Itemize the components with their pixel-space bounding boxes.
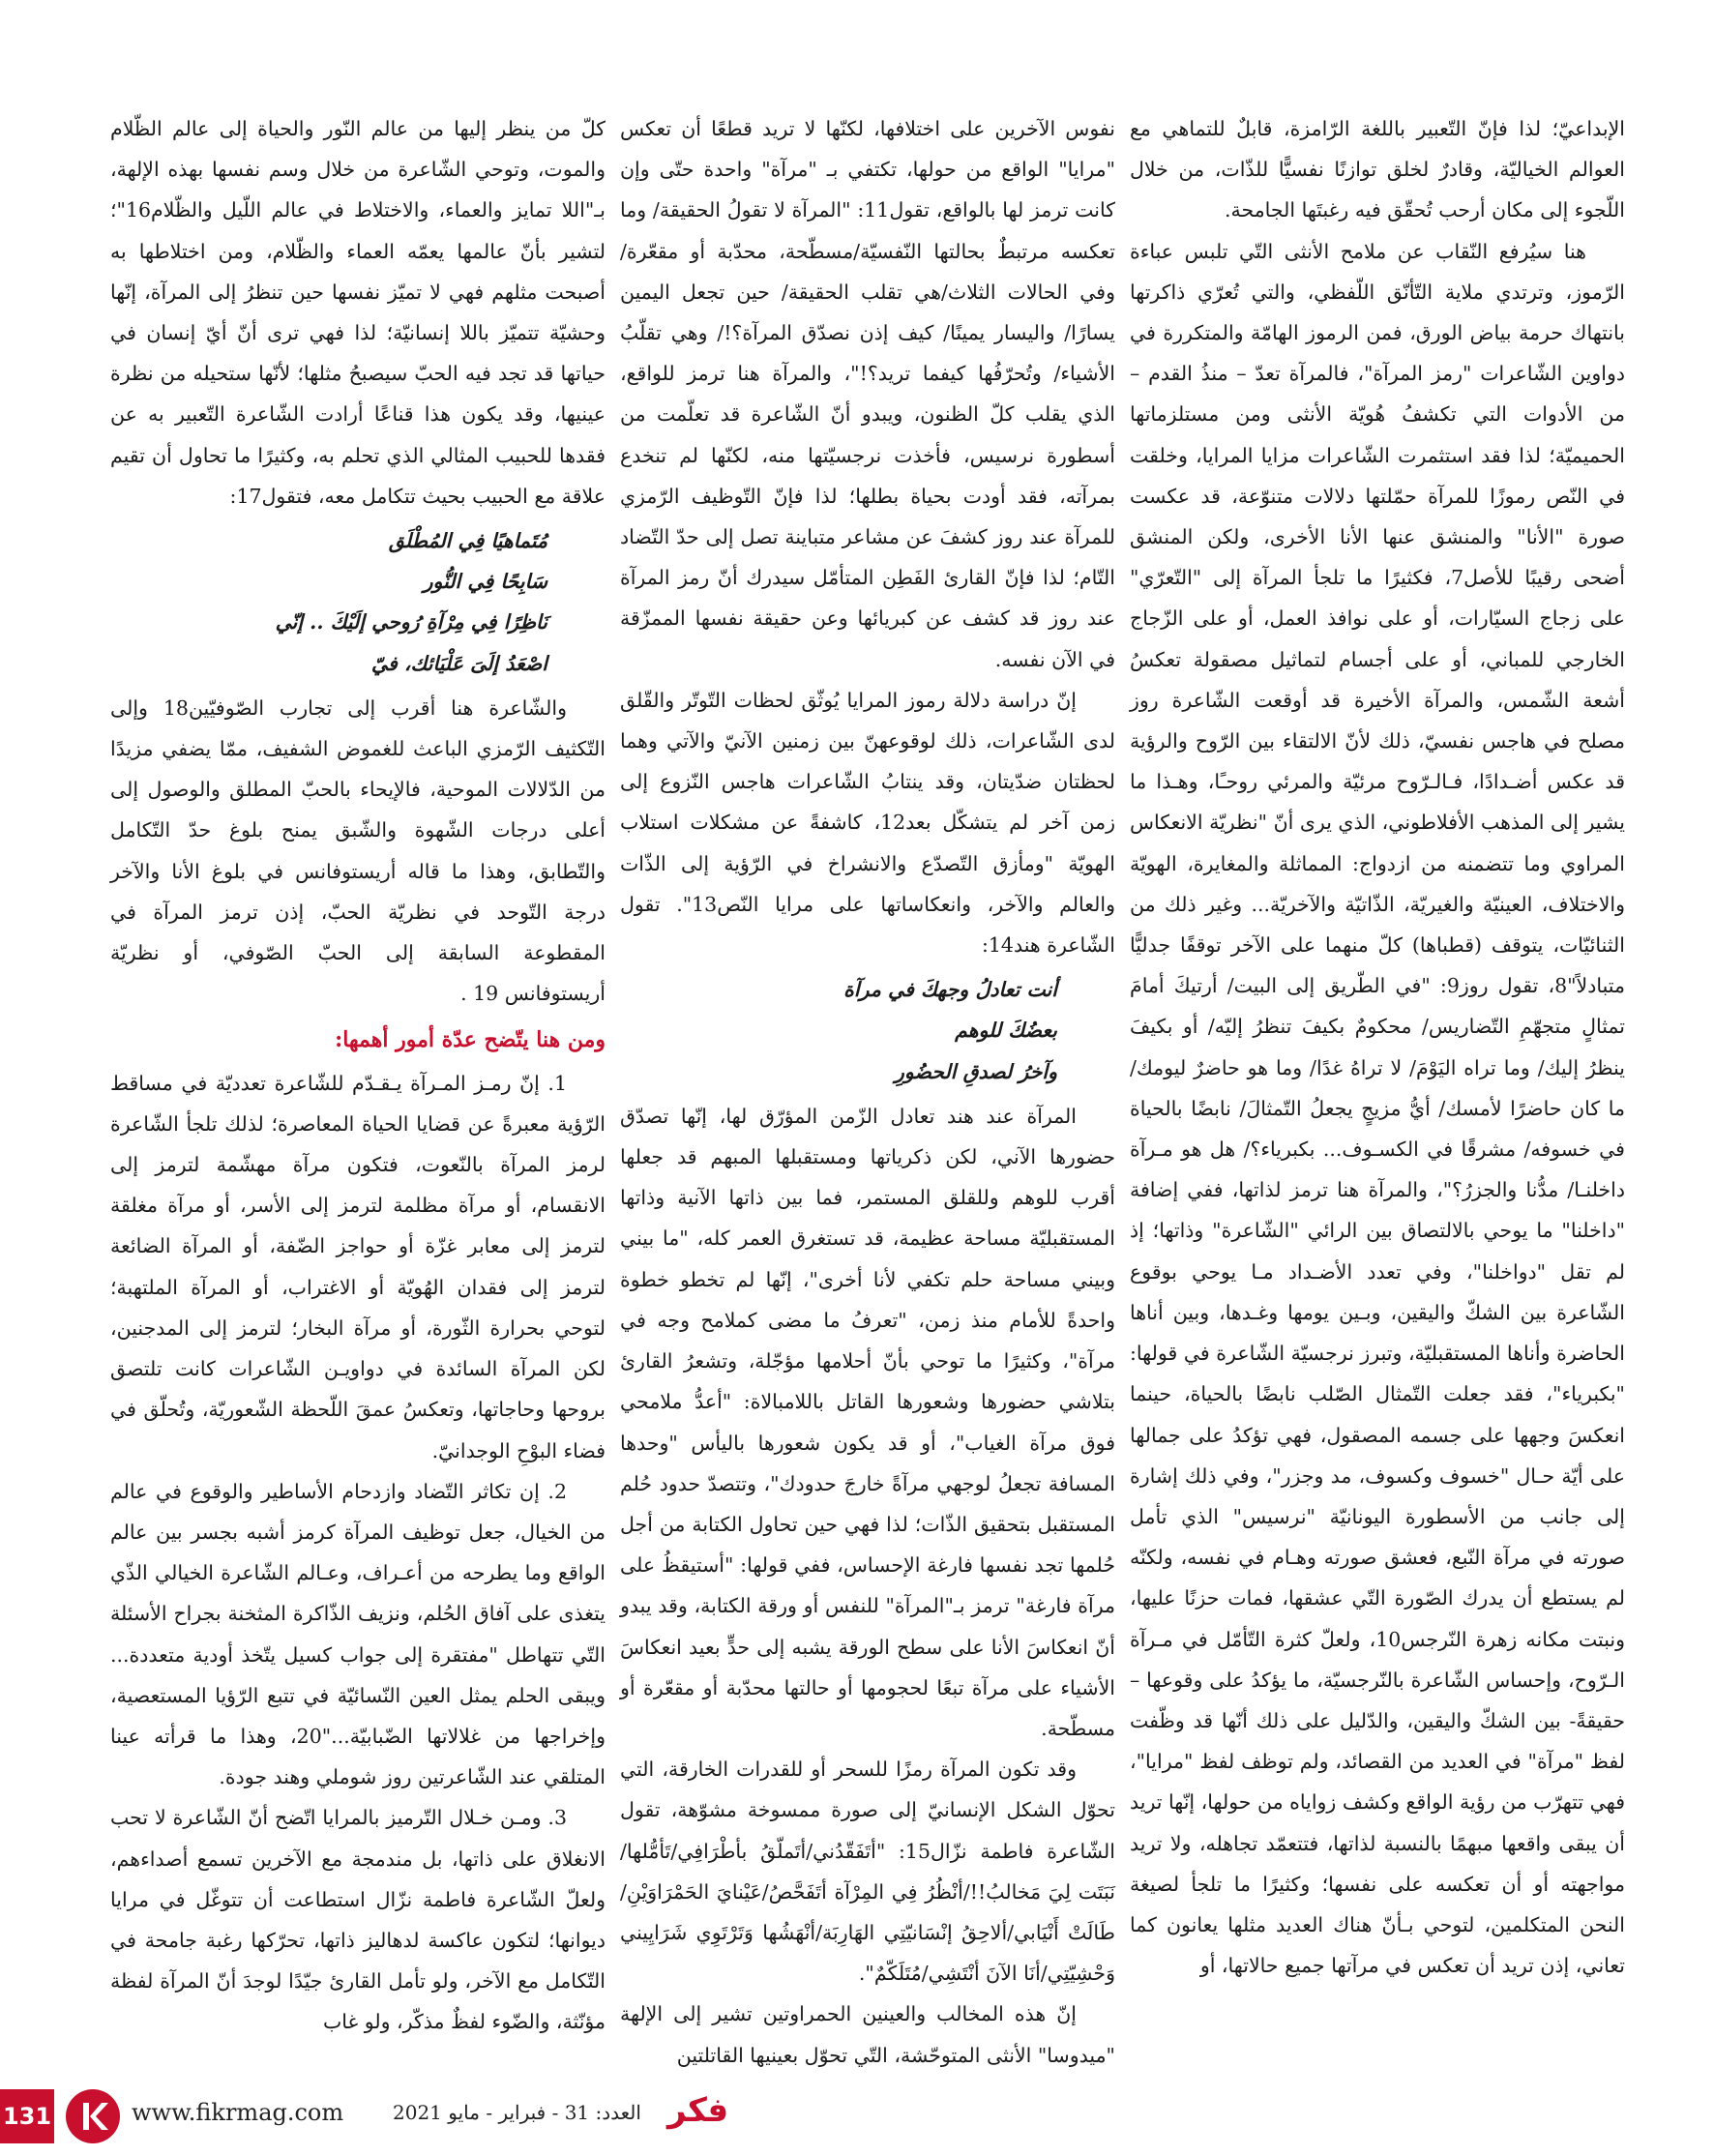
paragraph: وقد تكون المرآة رمزًا للسحر أو للقدرات الخارقة، التي تحوّل الشكل الإنسانيّ إلى صورة ممسوخة مشوّهة، تقول الشّاعرة فاطمة نزّال15: "أتَفَقّدُني/أتَملّقُ بأطْرَافِي/تَأمُّلها/نَبَتَت لِيَ مَخالبُ!!/أنْظُرُ فِي المِرْآة أتَفَحَّصُ/عَيْنايَ الحَمْرَاوَيْنِ/طَالَتْ أَنْيَابي/ألاحِقُ إنْسَانيّتِي الهَارِبَة/أنْهَشُها وَتَرْتَوِي شَرَايِيني وَحْشِيّتِي/أنَا الآنَ أنْتَشِي/مُتَلَكّمٌ". [620,1757,1116,1986]
paragraph: 1. إنّ رمـز المـرآة يـقـدّم للشّاعرة تعدديّة في مساقط الرّؤية معبرةً عن قضايا الحياة المعاصرة؛ لذلك تلجأ الشّاعرة لرمز المرآة بالنّعوت، فتكون مرآة مهشّمة لترمز إلى الانقسام، أو مرآة مظلمة لترمز إلى الأسر، أو مرآة مغلقة لترمز إلى معابر غزّة أو حواجز الضّفة، أو المرآة الضائعة لترمز إلى فقدان الهُويّة أو الاغتراب، أو المرآة الملتهبة؛ لتوحي بحرارة الثّورة، أو مرآة البخار؛ لترمز إلى المدجنين، لكن المرآة السائدة في دواويـن الشّاعرات كانت تلتصق بروحها وحاجاتها، وتعكسُ عمقَ اللّحظة الشّعوريّة، وتُحلّق في فضاء البوْحِ الوجدانيّ. [110,1071,606,1462]
paragraph: 2. إن تكاثر التّضاد وازدحام الأساطير والوقوع في عالم من الخيال، جعل توظيف المرآة كرمز أشبه بجسر بين عالم الواقع وما يطرحه من أعـراف، وعـالم الشّاعرة الخيالي الذّي يتغذى على آفاق الحُلم، ونزيف الذّاكرة المثخنة بجراح الأسئلة التّي تتهاطل "مفتقرة إلى جواب كسيل يتّخذ أودية متعددة... ويبقى الحلم يمثل العين النّسائيّة في تتبع الرّؤيا المستعصية، وإخراجها من غلالاتها الضّبابيّة..."20، وهذا ما قرأته عينا المتلقي عند الشّاعرتين روز شوملي وهند جودة. [110,1479,606,1789]
website-link[interactable]: www.fikrmag.com [132,2099,344,2126]
article-column-middle [620,108,1116,2067]
poem-excerpt [110,520,606,684]
page-number: 131 [0,2089,54,2143]
magazine-logo-icon [66,2089,120,2143]
poem-line: مُتَماهيًا فِي المُطْلَق [388,529,547,553]
article-column-left [110,108,606,2053]
page-footer [0,2089,1714,2156]
paragraph: إنّ هذه المخالب والعينين الحمراوتين تشير إلى الإلهة "ميدوسا" الأنثى المتوحّشة، التّي تحوّل بعينيها القاتلتين [620,2002,1115,2067]
poem-line: وآخرُ لصدقِ الحضُورِ [895,1059,1057,1083]
paragraph: هنا سيُرفع النّقاب عن ملامح الأنثى التّي تلبس عباءة الرّموز، وترتدي ملاية التّأنّق اللّفظي، والتي تُعرّي ذاكرتها بانتهاك حرمة بياض الورق، فمن الرموز الهامّة والمتكررة في دواوين الشّاعرات "رمز المرآة"، فالمرآة تعدّ – منذُ القدم – من الأدوات التي تكشفُ هُويّة الأنثى ومن مستلزماتها الحميميّة؛ لذا فقد استثمرت الشّاعرات مزايا المرايا، وخلقت في النّص رموزًا للمرآة حمّلتها دلالات متنوّعة، قد عكست صورة "الأنا" والمنشق عنها الأنا الأخرى، ولكن المنشق أضحى رقيبًا للأصل7، فكثيرًا ما تلجأ المرآة إلى "التّعرّي" على زجاج السيّارات، أو على نوافذ العمل، أو على الزّجاج الخارجي للمباني، أو على أجسام لتماثيل مصقولة تعكسُ أشعة الشّمس، والمرآة الأخيرة قد أوقعت الشّاعرة روز مصلح في هاجس نفسيّ، ذلك لأنّ الالتقاء بين الرّوح والرؤية قد عكس أضـدادًا، فـالـرّوح مرئيّة والمرئي روحـًا، وهـذا ما يشير إلى المذهب الأفلاطوني، الذي يرى أنّ "نظريّة الانعكاس المراوي وما تتضمنه من ازدواج: المماثلة والمغايرة، الهويّة والاختلاف، العينيّة والغيريّة، الذّاتيّة والآخريّة... وغير ذلك من الثنائيّات، يتوقف (قطباها) كلّ منهما على الآخر توقفًا جدليًّا متبادلاً"8، تقول روز9: "في الطّريق إلى البيت/ أرتيكَ أمامَ تمثالٍ متجهّمِ التّضاريس/ محكومٌ بكيفَ تنظرُ إليّه/ أو بكيفَ ينظرُ إليك/ وما تراه اليَوْمَ/ لا تراهُ غدًا/ وما هو حاضرٌ ليومك/ ما كان حاضرًا لأمسك/ أيُّ مزيجٍ يجعلُ التّمثالَ/ نابضًا بالحياة في خسوفه/ مشرقًا في الكسـوف... بكبرياء؟/ هل هو مـرآة داخلنـا/ مدُّنا والجزرُ؟"، والمرآة هنا ترمز لذاتها، ففي إضافة "داخلنا" ما يوحي بالالتصاق بين الرائي "الشّاعرة" وذاتها؛ إذ لم تقل "دواخلنا"، وفي تعدد الأضـداد مـا يوحي بوقوع الشّاعرة بين الشكّ واليقين، وبـين يومها وغـدها، وبين أناها الحاضرة وأناها المستقبليّة، وتبرز نرجسيّة الشّاعرة في قولها: "بكبرياء"، فقد جعلت التّمثال الصّلب نابضًا بالحياة، حينما انعكسَ وجهها على جسمه المصقول، فهي تؤكدُ على جمالها على أيّة حـال "خسوف وكسوف، مد وجزر"، وفي ذلك إشارة إلى جانب من الأسطورة اليونانيّة "نرسيس" الذي تأمل صورته في مرآة النّبع، فعشق صورته وهـام في نفسه، ولكنّه لم يستطع أن يدرك الصّورة التّي عشقها، فمات حزنًا عليها، ونبتت مكانه زهرة النّرجس10، ولعلّ كثرة التّأمّل في مـرآة الـرّوح، وإحساس الشّاعرة بالنّرجسيّة، ما يؤكدُ على وقوعها – حقيقةً- بين الشكّ واليقين، والدّليل على ذلك أنّها قد وظّفت لفظ "مرآة" في العديد من القصائد، ولم توظف لفظ "مرايا"، فهي تتهرّب من رؤية الواقع وكشف زواياه من حولها، إنّها تريد أن يبقى واقعها مبهمًا بالنسبة لذاتها، فتتعمّد تجاهله، ولا تريد مواجهته أو أن تعكسه على نفسها؛ وكثيرًا ما تلجأ لصيغة النحن المتكلمين، لتوحي بـأنّ هناك العديد مثلها يعانون كما تعاني، إذن تريد أن تعكس في مرآتها جميع حالاتها، أو [1130,239,1626,1978]
article-column-right [1130,108,1625,2053]
paragraph: والشّاعرة هنا أقرب إلى تجارب الصّوفيّين18 وإلى التّكثيف الرّمزي الباعث للغموض الشفيف، ممّا يضفي مزيدًا من الدّلالات الموحية، فالإيحاء بالحبّ المطلق والوصول إلى أعلى درجات الشّهوة والشّبق يمنح بلوغ حدّ التّكامل والتّطابق، وهذا ما قاله أريستوفانس في بلوغ الأنا والآخر درجة التّوحد في نظريّة الحبّ، إذن ترمز المرآة في المقطوعة السابقة إلى الحبّ الصّوفي، أو نظريّة أريستوفانس 19 . [110,695,606,1006]
poem-line: نَاظِرًا فِي مِرْآةِ رُوحي إلَيْكَ .. إنّي [275,610,547,635]
magazine-brand: فكر [667,2091,729,2130]
paragraph: إنّ دراسة دلالة رموز المرايا يُوثّق لحظات التّوتّر والقّلق لدى الشّاعرات، ذلك لوقوعهنّ بين زمنين الآنيّ والآتي وهما لحظتان ضدّيتان، وقد ينتابُ الشّاعرات هاجس النّزوع إلى زمن آخر لم يتشكّل بعد12، كاشفةً عن مشكلات استلاب الهويّة "ومأزق التّصدّع والانشراخ في الرّؤية إلى الذّات والعالم والآخر، وانعكاساتها على مرايا النّص13". تقول الشّاعرة هند14: [620,688,1115,958]
paragraph: كلّ من ينظر إليها من عالم النّور والحياة إلى عالم الظّلام والموت، وتوحي الشّاعرة من خلال وسم نفسها بهذه الإلهة، بـ"اللا تمايز والعماء، والاختلاط في عالم اللّيل والظّلام16"؛ لتشير بأنّ عالمها يعمّه العماء والظّلام، ومن اختلاطها به أصبحت مثلهم فهي لا تميّز نفسها حين تنظرُ إلى المرآة، إنّها وحشيّة تتميّز باللا إنسانيّة؛ لذا فهي ترى أنّ أيّ إنسان في حياتها قد تجد فيه الحبّ سيصبحُ مثلها؛ لأنّها ستحيله من نظرة عينيها، وقد يكون هذا قناعًا أرادت الشّاعرة التّعبير به عن فقدها للحبيب المثالي الذي تحلم به، وكثيرًا ما تحاول أن تقيم علاقة مع الحبيب بحيث تتكامل معه، فتقول17: [110,117,606,508]
issue-info: العدد: 31 - فبراير - مايو 2021 [393,2101,641,2124]
paragraph: الإبداعيّ؛ لذا فإنّ التّعبير باللغة الرّامزة، قابلٌ للتماهي مع العوالم الخياليّة، وقادرٌ لخلق توازنًا نفسيًّا للذّات، من خلال اللّجوء إلى مكان أرحب تُحقّق فيه رغبتَها الجامحة. [1130,117,1625,222]
paragraph: المرآة عند هند تعادل الزّمن المؤرّق لها، إنّها تصدّق حضورها الآني، لكن ذكرياتها ومستقبلها المبهم قد جعلها أقرب للوهم وللقلق المستمر، فما بين ذاتها الآنية وذاتها المستقبليّة مساحة عظيمة، قد تستغرق العمر كله، "ما بيني وبيني مساحة حلم تكفي لأنا أخرى"، إنّها لم تخطو خطوة واحدةً للأمام منذ زمن، "تعرفُ ما مضى كملامح وجه في مرآة"، وكثيرًا ما توحي بأنّ أحلامها مؤجّلة، وتشعرُ القارئ بتلاشي حضورها وشعورها القاتل باللامبالاة: "أعدُّ ملامحي فوق مرآة الغياب"، أو قد يكون شعورها باليأس "وحدها المسافة تجعلُ لوجهي مرآةً خارجَ حدودك"، وتتصدّ حدود حُلم المستقبل بتحقيق الذّات؛ لذا فهي حين تحاول الكتابة من أجل حُلمها تجد نفسها فارغة الإحساس، ففي قولها: "أستيقظُ على مرآة فارغة" ترمز بـ"المرآة" للنفس أو ورقة الكتابة، وقد يبدو أنّ انعكاسَ الأنا على سطح الورقة يشبه إلى حدٍّ بعيد انعكاسَ الأشياء على مرآة تبعًا لحجومها أو حالتها محدّبة أو مقعّرة أو مسطّحة. [620,1104,1115,1740]
poem-line: أنت تعادلُ وجهكَ في مرآة [843,978,1057,1002]
paragraph: 3. ومـن خـلال التّرميز بالمرايا اتّضح أنّ الشّاعرة لا تحب الانغلاق على ذاتها، بل مندمجة مع الآخرين تسمع أصداءهم، ولعلّ الشّاعرة فاطمة نزّال استطاعت أن تتوغّل في مرايا ديوانها؛ لتكون عاكسة لدهاليز ذاتها، تحرّكها رغبة جامحة في التّكامل مع الآخر، ولو تأمل القارئ جيّدًا لوجدَ أنّ المرآة لفظة مؤنّثة، والضّوء لفظٌ مذكّر، ولو غاب [110,1806,606,2034]
paragraph: نفوس الآخرين على اختلافها، لكنّها لا تريد قطعًا أن تعكس "مرايا" الواقع من حولها، تكتفي بـ "مرآة" واحدة حتّى وإن كانت ترمز لها بالواقع، تقول11: "المرآة لا تقولُ الحقيقة/ وما تعكسه مرتبطٌ بحالتها النّفسيّة/مسطّحة، محدّبة أو مقعّرة/وفي الحالات الثلاث/هي تقلب الحقيقة/ حين تجعل اليمين يسارًا/ واليسار يمينًا/ كيف إذن نصدّق المرآة؟!/ وهي تقلّبُ الأشياء/ وتُحرّفُها كيفما تريد؟!"، والمرآة هنا ترمز للواقع، الذي يقلب كلّ الظنون، ويبدو أنّ الشّاعرة قد تعلّمت من أسطورة نرسيس، فأخذت نرجسيّتها منه، لكنّها لم تنخدع بمرآته، فقد أودت بحياة بطلها؛ لذا فإنّ التّوظيف الرّمزي للمرآة عند روز كشفَ عن مشاعر متباينة تصل إلى حدّ التّضاد التّام؛ لذا فإنّ القارئ الفَطِن المتأمّل سيدرك أنّ رمز المرآة عند روز قد كشف عن كبريائها وعن حقيقة نفسها الممزّقة في الآن نفسه. [620,117,1115,671]
poem-line: بعضُكَ للوهم [955,1019,1057,1043]
section-subheading: ومن هنا يتّضح عدّة أمور أهمها: [335,1027,606,1053]
poem-excerpt [620,969,1115,1092]
poem-line: اصْعَدُ إلَىَ عَلْيَائك، فيّ [370,651,547,675]
poem-line: سَابِحًا فِي النُّور [423,570,547,594]
